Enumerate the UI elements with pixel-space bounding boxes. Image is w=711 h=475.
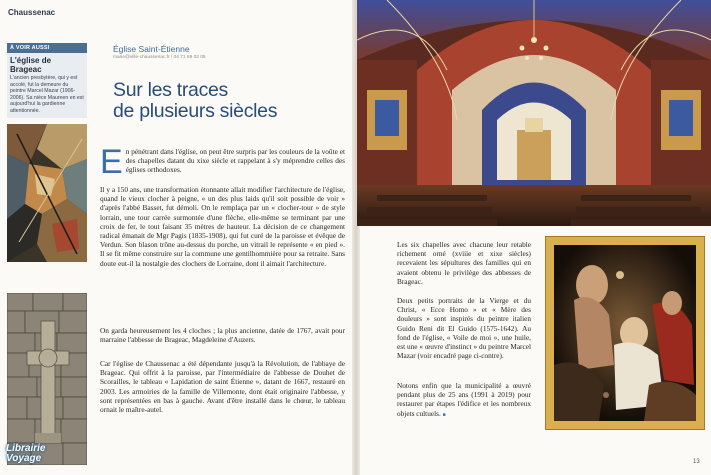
drop-cap: E	[100, 143, 123, 181]
right-paragraph-2: Deux petits portraits de la Vierge et du Christ, « Ecce Homo » et « Mère des douleurs » sont inspirés du peintre italien Guido Reni dit El Guido (1575-1642). Au fond de l'église, « Voile de moi », une huile, est une « œuvre d'instinct » du peintre Marcel Mazar (voir encadré page ci-contre).	[397, 296, 531, 361]
lapidation-painting-image	[554, 245, 696, 421]
right-paragraph-3	[397, 381, 531, 420]
sidebar-title: L'église de Brageac	[10, 56, 52, 74]
lead-century: xixe	[196, 156, 210, 166]
article-kicker: Église Saint-Étienne	[113, 44, 190, 54]
framed-painting	[546, 237, 704, 429]
headline-line-2: de plusieurs siècles	[113, 100, 278, 122]
church-interior-graphic	[357, 0, 711, 226]
article-headline	[113, 80, 348, 122]
watermark-logo	[6, 444, 45, 464]
running-head: Chaussenac	[8, 8, 56, 17]
watermark-line-2: Voyage	[6, 453, 42, 464]
lead-text-a: n pénétrant dans l'église, on peut être surpris par les couleurs de la voûte et des chapelles datant du	[125, 147, 345, 166]
article-paragraph-1: Il y a 150 ans, une transformation étonnante allait modifier l'architecture de l'église, quand le vieux clocher à peigne, « un des plus laids qu'il soit possible de voir » d'après l'abbé Basset, fut démoli. On le remplaça par un « clocher-tour » de style lorrain, une tour carrée surmontée d'une flèche, elle-même se terminant par une croix de fer, le tout faisant 35 mètres de hauteur. La décision de ce changement radical émanait de Mgr Pagis (1835-1908), qui fut curé de la paroisse et évêque de Verdun. Son blason trône au-dessus du porche, un vitrail le représente « en pied ». Il se fit même construire sur la commune une gentilhommière pour sa retraite. Sans doute eut-il la nostalgie des clochers de Lorraine, dont il aimait l'architecture.	[100, 185, 345, 268]
church-interior-photo	[357, 0, 711, 226]
article-paragraph-2: On garda heureusement les 4 cloches ; la plus ancienne, datée de 1767, avait pour marraine l'abbesse de Brageac, Magdeleine d'Auzers.	[100, 326, 345, 345]
end-mark: ■	[442, 412, 446, 418]
article-credit: marie@ville-chaussenac.fr / 04 71 69 02 05	[113, 55, 206, 60]
page-number: 13	[693, 459, 700, 465]
right-paragraph-3-text: Notons enfin que la municipalité a œuvré pendant plus de 25 ans (1991 à 2019) pour restaurer par étapes l'édifice et les nombreux objets cultuels.	[397, 381, 531, 418]
article-paragraph-3: Car l'église de Chaussenac a été dépendante jusqu'à la Révolution, de l'abbaye de Brageac. Qui offrit à la paroisse, par l'intermédiaire de l'abbesse de Douhet de Scorailles, le tableau « Lapidation de saint Étienne », datant de 1667, restauré en 2003. Les armoiries de la famille de Villemonte, dont était originaire l'abbesse, y sont représentées en bas à gauche. Avant d'être installé dans le chœur, le tableau ornait le maître-autel.	[100, 359, 345, 415]
right-paragraph-1: Les six chapelles avec chacune leur retable richement orné (xviiie et xixe siècles) recevaient les sépultures des familles qui en avaient obtenu le privilège des abbesses de Brageac.	[397, 240, 531, 286]
abstract-painting-image	[7, 124, 87, 262]
article-lead	[100, 143, 345, 181]
abstract-painting-graphic	[7, 124, 87, 262]
headline-line-1: Sur les traces	[113, 79, 229, 101]
watermark-line-1: Librairie	[6, 443, 46, 454]
lead-text-b: siècle et rappelant à s'y méprendre celles des églises orthodoxes.	[125, 156, 345, 175]
sidebar-tag: À VOIR AUSSI	[7, 43, 87, 53]
lapidation-painting-graphic	[554, 245, 696, 421]
sidebar-box	[7, 43, 87, 118]
stone-cross-photo	[7, 293, 87, 465]
sidebar-text: L'ancien presbytère, qui y est accolé, fut la demeure du peintre Marcel Mazar (1906-2006). Sa nièce Maureen en est aujourd'hui la gardienne attentionnée.	[10, 75, 84, 114]
stone-cross-graphic	[7, 293, 87, 465]
